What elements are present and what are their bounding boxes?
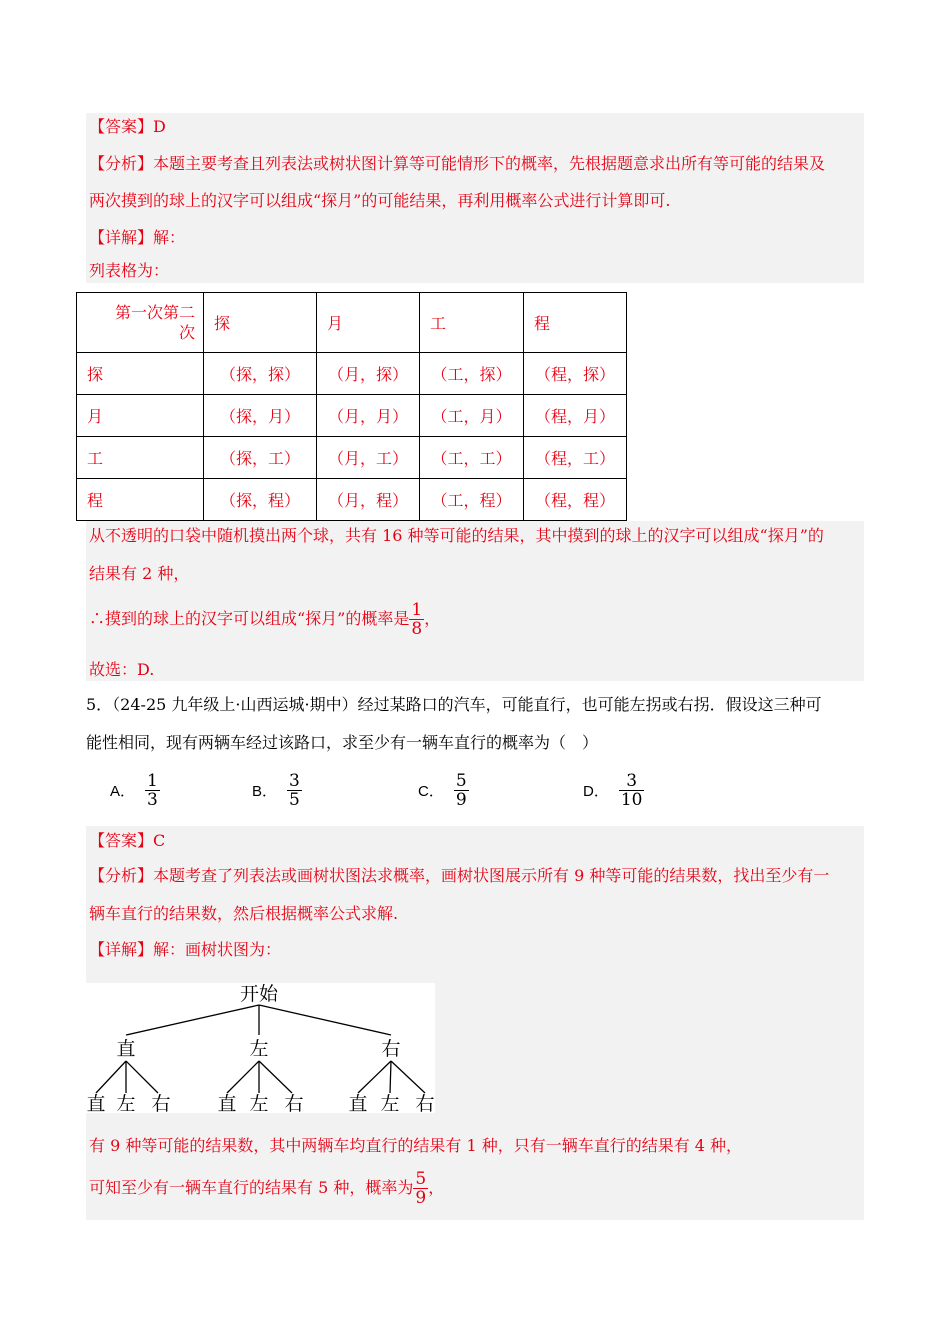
- probability-line: [89, 599, 440, 639]
- fraction-denominator: 9: [415, 1188, 427, 1208]
- table-corner-cell: [77, 293, 204, 353]
- col-header: 程: [524, 293, 627, 353]
- detail-line: 【详解】解：: [89, 228, 186, 247]
- col-header: 工: [420, 293, 524, 353]
- choice-line: 故选：D.: [89, 660, 155, 679]
- fraction-denominator: 8: [411, 619, 423, 639]
- tree-leaf-label: 左: [380, 1093, 400, 1113]
- table-row: [77, 395, 627, 437]
- table-cell: （工，程）: [420, 479, 524, 521]
- corner-top-text: 第一次第二: [114, 302, 195, 322]
- result-line-2: [89, 1167, 444, 1209]
- analysis-line-1: 【分析】本题考查了列表法或画树状图法求概率，画树状图展示所有 9 种等可能的结果数，找出至少有一: [89, 866, 830, 885]
- fraction-denominator: 3: [147, 790, 158, 810]
- result-fraction: [413, 1170, 428, 1207]
- table-cell: （月，探）: [317, 353, 420, 395]
- table-cell: （程，工）: [524, 437, 627, 479]
- result-block-q4: [86, 521, 864, 681]
- result-text: 可知至少有一辆车直行的结果有 5 种，概率为: [89, 1178, 414, 1197]
- analysis-line-1: 【分析】本题主要考查且列表法或树状图计算等可能情形下的概率，先根据题意求出所有等可能的结果及: [89, 154, 826, 173]
- fraction-numerator: 3: [619, 772, 645, 791]
- probability-fraction: [409, 601, 424, 638]
- row-header: 探: [77, 353, 204, 395]
- option-b[interactable]: [252, 772, 302, 809]
- col-header: 月: [317, 293, 420, 353]
- option-fraction: [287, 772, 302, 809]
- row-header: 工: [77, 437, 204, 479]
- fraction-numerator: 1: [411, 600, 423, 620]
- result-line-1: 有 9 种等可能的结果数，其中两辆车均直行的结果有 1 种，只有一辆车直行的结果有 4 种，: [89, 1136, 743, 1155]
- table-cell: （程，程）: [524, 479, 627, 521]
- col-header: 探: [204, 293, 317, 353]
- option-d[interactable]: [583, 772, 644, 809]
- option-fraction: [145, 772, 160, 809]
- tree-leaf-label: 右: [415, 1093, 435, 1113]
- fraction-numerator: 3: [289, 771, 300, 791]
- question-5-line-2: 能性相同，现有两辆车经过该路口，求至少有一辆车直行的概率为（ ）: [86, 733, 599, 752]
- probability-text: ∴摸到的球上的汉字可以组成“探月”的概率是: [89, 609, 410, 628]
- tree-leaf-label: 右: [151, 1093, 171, 1113]
- answer-line: 【答案】D: [89, 117, 166, 136]
- table-cell: （探，月）: [204, 395, 317, 437]
- outcome-table: [76, 292, 627, 521]
- tree-leaf-label: 直: [217, 1093, 237, 1113]
- answer-line: 【答案】C: [89, 831, 166, 850]
- tree-node-label: 右: [381, 1038, 401, 1060]
- answer-block-q4: [86, 113, 864, 283]
- fraction-numerator: 5: [455, 771, 467, 791]
- result-suffix: ，: [428, 1178, 445, 1197]
- analysis-line-2: 辆车直行的结果数，然后根据概率公式求解.: [89, 904, 399, 923]
- tree-leaf-label: 左: [249, 1093, 269, 1113]
- table-cell: （探，探）: [204, 353, 317, 395]
- option-label: B．: [252, 783, 278, 800]
- tree-root-label: 开始: [239, 983, 279, 1005]
- tree-leaf-label: 直: [86, 1093, 106, 1113]
- table-intro: 列表格为：: [89, 261, 170, 280]
- option-fraction: [454, 772, 469, 809]
- fraction-numerator: 5: [415, 1169, 427, 1189]
- table-cell: （工，工）: [420, 437, 524, 479]
- option-label: A．: [110, 783, 136, 800]
- table-cell: （工，月）: [420, 395, 524, 437]
- tree-diagram: [86, 983, 435, 1113]
- fraction-denominator: 9: [455, 790, 467, 810]
- table-cell: （工，探）: [420, 353, 524, 395]
- tree-diagram-svg: [86, 983, 435, 1113]
- tree-node-label: 左: [249, 1038, 269, 1060]
- tree-leaf-label: 左: [116, 1093, 136, 1113]
- table-row: [77, 353, 627, 395]
- table-cell: （月，程）: [317, 479, 420, 521]
- result-line-2: 结果有 2 种，: [89, 564, 190, 583]
- table-cell: （程，月）: [524, 395, 627, 437]
- option-fraction: [619, 772, 645, 809]
- tree-node-label: 直: [116, 1038, 136, 1060]
- table-cell: （月，月）: [317, 395, 420, 437]
- table-cell: （月，工）: [317, 437, 420, 479]
- probability-suffix: ，: [424, 609, 441, 628]
- table-row: [77, 437, 627, 479]
- option-a[interactable]: [110, 772, 160, 809]
- tree-leaf-label: 直: [348, 1093, 368, 1113]
- question-5-line-1: 5．（24-25 九年级上·山西运城·期中）经过某路口的汽车，可能直行，也可能左拐或右拐．假设这三种可: [86, 695, 822, 714]
- table-cell: （程，探）: [524, 353, 627, 395]
- fraction-denominator: 10: [620, 790, 643, 810]
- row-header: 程: [77, 479, 204, 521]
- option-c[interactable]: [418, 772, 469, 809]
- option-label: C．: [418, 783, 444, 800]
- row-header: 月: [77, 395, 204, 437]
- option-label: D．: [583, 783, 609, 800]
- fraction-denominator: 5: [289, 790, 300, 810]
- tree-leaf-label: 右: [284, 1093, 304, 1113]
- corner-bottom-text: 次: [178, 322, 195, 342]
- table-cell: （探，工）: [204, 437, 317, 479]
- table-cell: （探，程）: [204, 479, 317, 521]
- analysis-line-2: 两次摸到的球上的汉字可以组成“探月”的可能结果，再利用概率公式进行计算即可.: [89, 191, 671, 210]
- detail-line: 【详解】解：画树状图为：: [89, 940, 282, 959]
- result-line-1: 从不透明的口袋中随机摸出两个球，共有 16 种等可能的结果，其中摸到的球上的汉字可以组成“探月”的: [89, 526, 824, 545]
- table-row: [77, 479, 627, 521]
- fraction-numerator: 1: [147, 771, 158, 791]
